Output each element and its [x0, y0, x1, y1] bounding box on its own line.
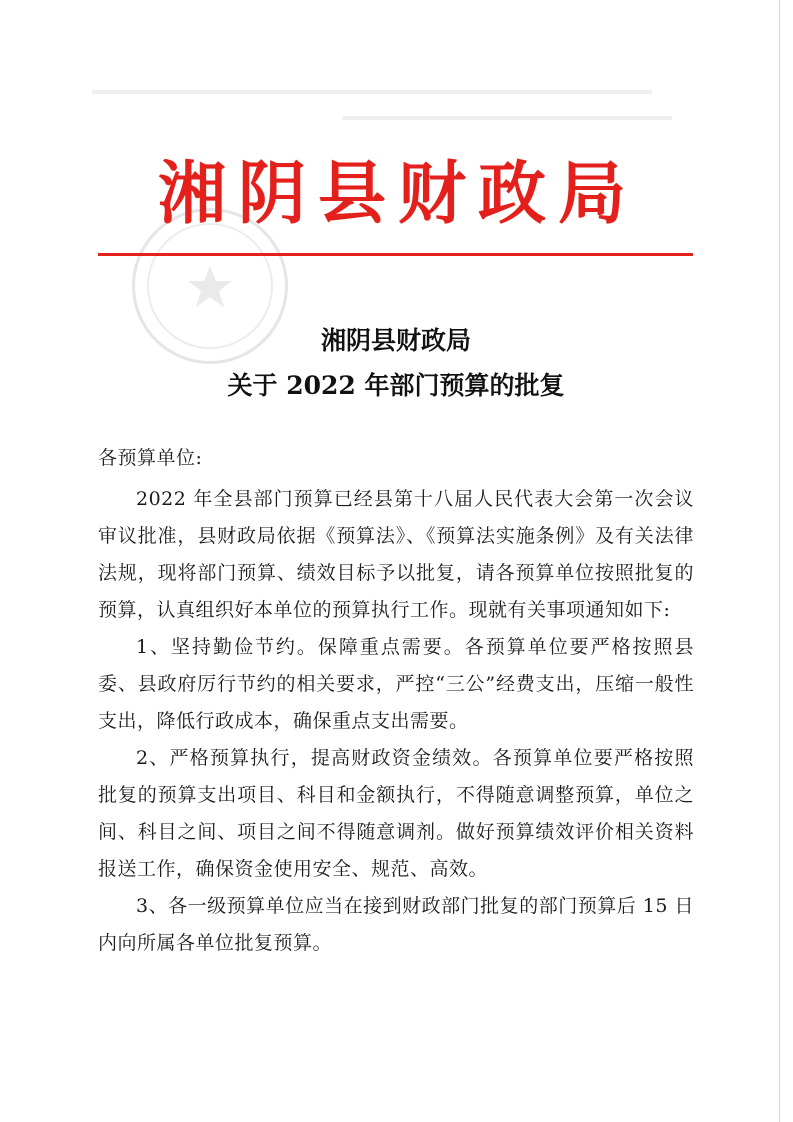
document-body: [98, 440, 694, 962]
body-paragraph-item-3: 3、各一级预算单位应当在接到财政部门批复的部门预算后 15 日内向所属各单位批复预算。: [98, 895, 694, 954]
title-line-1: 湘阴县财政局: [320, 326, 471, 355]
document-title: [96, 318, 696, 408]
body-paragraph-item-1: 1、坚持勤俭节约。保障重点需要。各预算单位要严格按照县委、县政府厉行节约的相关要求，严控“三公”经费支出，压缩一般性支出，降低行政成本，确保重点支出需要。: [98, 636, 694, 732]
salutation: 各预算单位:: [98, 447, 203, 469]
body-paragraph-intro: 2022 年全县部门预算已经县第十八届人民代表大会第一次会议审议批准，县财政局依据《预算法》、《预算法实施条例》及有关法律法规，现将部门预算、绩效目标予以批复，请各预算单位按照批复的预算，认真组织好本单位的预算执行工作。现就有关事项通知如下:: [98, 488, 694, 621]
bleed-through-text: [92, 90, 692, 140]
scan-edge-line: [779, 0, 780, 1122]
body-paragraph-item-2: 2、严格预算执行，提高财政资金绩效。各预算单位要严格按照批复的预算支出项目、科目和金额执行，不得随意调整预算，单位之间、科目之间、项目之间不得随意调剂。做好预算绩效评价相关资料报送工作，确保资金使用安全、规范、高效。: [98, 747, 694, 880]
letterhead-red-rule: [98, 253, 693, 256]
title-line-2: 关于 2022 年部门预算的批复: [227, 371, 565, 400]
letterhead-org-name: 湘阴县财政局: [157, 155, 638, 234]
